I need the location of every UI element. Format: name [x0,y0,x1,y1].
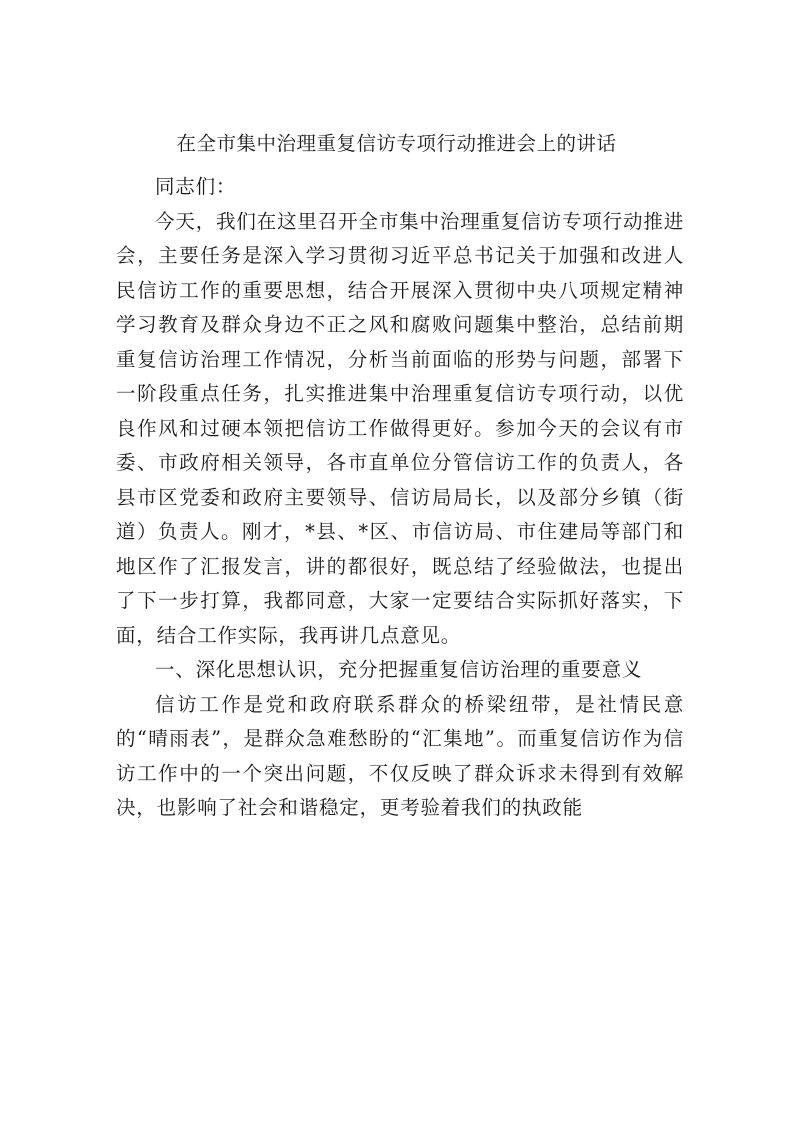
body-paragraph: 今天，我们在这里召开全市集中治理重复信访专项行动推进会，主要任务是深入学习贯彻习近平总书记关于加强和改进人民信访工作的重要思想，结合开展深入贯彻中央八项规定精神学习教育及群众身边不正之风和腐败问题集中整治，总结前期重复信访治理工作情况，分析当前面临的形势与问题，部署下一阶段重点任务，扎实推进集中治理重复信访专项行动，以优良作风和过硬本领把信访工作做得更好。参加今天的会议有市委、市政府相关领导，各市直单位分管信访工作的负责人，各县市区党委和政府主要领导、信访局局长，以及部分乡镇（街道）负责人。刚才，*县、*区、市信访局、市住建局等部门和地区作了汇报发言，讲的都很好，既总结了经验做法，也提出了下一步打算，我都同意，大家一定要结合实际抓好落实，下面，结合工作实际，我再讲几点意见。 [116,209,684,647]
document-title: 在全市集中治理重复信访专项行动推进会上的讲话 [176,132,617,155]
salutation: 同志们： [155,175,237,198]
section-heading: 一、深化思想认识，充分把握重复信访治理的重要意义 [155,658,643,681]
document-body [116,170,684,826]
body-paragraph: 信访工作是党和政府联系群众的桥梁纽带，是社情民意的“晴雨表”，是群众急难愁盼的“汇集地”。而重复信访作为信访工作中的一个突出问题，不仅反映了群众诉求未得到有效解决，也影响了社会和谐稳定，更考验着我们的执政能 [116,692,684,819]
